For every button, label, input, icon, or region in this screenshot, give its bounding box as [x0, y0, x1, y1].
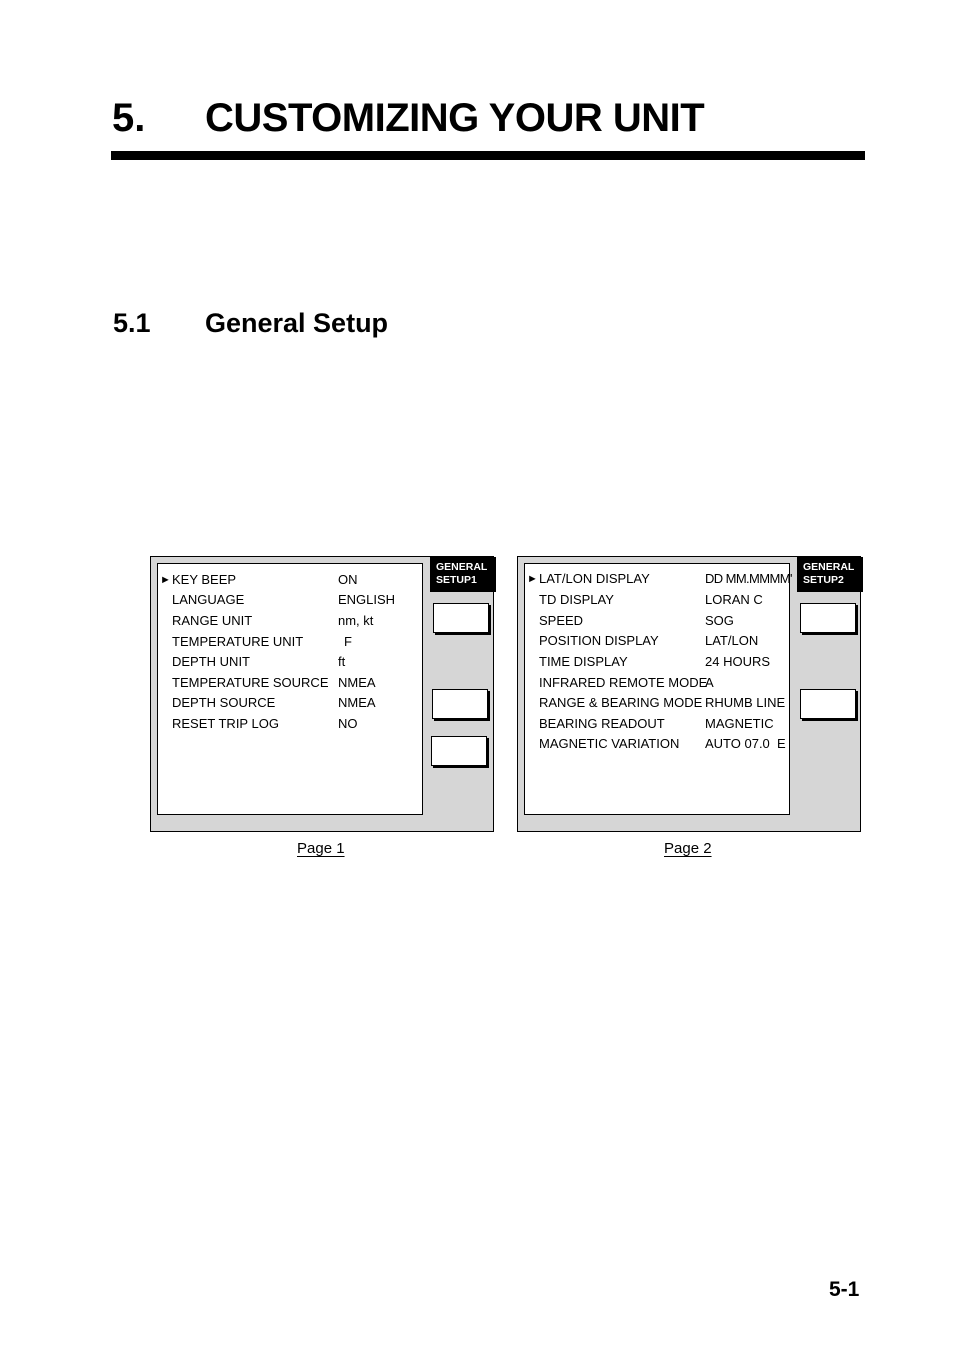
- menu-row-value: F: [344, 634, 352, 649]
- menu-screen: [524, 563, 790, 815]
- menu-row-value: 24 HOURS: [705, 654, 771, 669]
- menu-row-value: A: [705, 675, 714, 690]
- menu-row[interactable]: [158, 590, 422, 610]
- menu-row-label: TEMPERATURE UNIT: [172, 634, 304, 649]
- menu-row-value: NMEA: [338, 695, 376, 710]
- menu-row[interactable]: [525, 714, 789, 734]
- chapter-title: CUSTOMIZING YOUR UNIT: [205, 96, 705, 140]
- chapter-rule: [111, 151, 865, 160]
- menu-row-value: ON: [338, 572, 358, 587]
- menu-row-value: DD MM.MMMM': [705, 571, 792, 586]
- menu-row-label: TIME DISPLAY: [539, 654, 628, 669]
- tab-label-line1: GENERAL: [803, 561, 855, 573]
- menu-row-label: TEMPERATURE SOURCE: [172, 675, 329, 690]
- menu-row-value: NO: [338, 716, 358, 731]
- softkey-button[interactable]: [800, 603, 856, 633]
- menu-row-label: BEARING READOUT: [539, 716, 665, 731]
- menu-row-value: MAGNETIC: [705, 716, 774, 731]
- menu-row[interactable]: [158, 693, 422, 713]
- menu-row-label: LANGUAGE: [172, 592, 245, 607]
- menu-row[interactable]: [525, 569, 792, 589]
- menu-row[interactable]: [525, 693, 789, 713]
- softkey-button[interactable]: [433, 603, 489, 633]
- menu-row-value: RHUMB LINE: [705, 695, 786, 710]
- menu-row-label: DEPTH SOURCE: [172, 695, 276, 710]
- menu-screen: [157, 563, 423, 815]
- menu-row-label: LAT/LON DISPLAY: [539, 571, 650, 586]
- menu-row[interactable]: [158, 673, 422, 693]
- section-number: 5.1: [113, 308, 151, 338]
- page-number: 5-1: [829, 1278, 860, 1301]
- tab-label-line2: SETUP2: [803, 574, 844, 586]
- menu-row-label: RANGE UNIT: [172, 613, 253, 628]
- menu-row-label: MAGNETIC VARIATION: [539, 736, 680, 751]
- softkey-button[interactable]: [800, 689, 856, 719]
- menu-row[interactable]: [525, 673, 789, 693]
- menu-row-label: SPEED: [539, 613, 584, 628]
- menu-row[interactable]: [158, 611, 422, 631]
- tab-general-setup1: [430, 557, 496, 592]
- menu-row[interactable]: [525, 734, 789, 754]
- general-setup-page2-screen: [517, 556, 861, 832]
- menu-row-value: AUTO 07.0 E: [705, 736, 786, 751]
- menu-row[interactable]: [525, 652, 789, 672]
- menu-row[interactable]: [525, 590, 789, 610]
- menu-row-label: RANGE & BEARING MODE: [539, 695, 703, 710]
- general-setup-page1-screen: [150, 556, 494, 832]
- softkey-button[interactable]: [432, 689, 488, 719]
- menu-row[interactable]: [158, 570, 422, 590]
- cursor-arrow-icon: ►: [527, 573, 538, 585]
- softkey-button[interactable]: [431, 736, 487, 766]
- cursor-arrow-icon: ►: [160, 574, 171, 586]
- menu-row-label: RESET TRIP LOG: [172, 716, 279, 731]
- menu-row-value: SOG: [705, 613, 734, 628]
- menu-row-value: NMEA: [338, 675, 376, 690]
- menu-row[interactable]: [158, 714, 422, 734]
- menu-row-value: nm, kt: [338, 613, 374, 628]
- menu-row-label: TD DISPLAY: [539, 592, 614, 607]
- chapter-number: 5.: [112, 96, 146, 140]
- menu-row-value: LORAN C: [705, 592, 763, 607]
- tab-label-line1: GENERAL: [436, 561, 488, 573]
- figure-caption: Page 1: [297, 840, 345, 857]
- figure-caption: Page 2: [664, 840, 712, 857]
- menu-row[interactable]: [158, 652, 422, 672]
- menu-row-value: ft: [338, 654, 346, 669]
- menu-row[interactable]: [158, 632, 422, 652]
- tab-general-setup2: [797, 557, 863, 592]
- menu-row-label: DEPTH UNIT: [172, 654, 250, 669]
- menu-row-value: LAT/LON: [705, 633, 759, 648]
- menu-row-label: INFRARED REMOTE MODE: [539, 675, 708, 690]
- tab-label-line2: SETUP1: [436, 574, 477, 586]
- menu-row-label: KEY BEEP: [172, 572, 237, 587]
- menu-row[interactable]: [525, 611, 789, 631]
- menu-row-value: ENGLISH: [338, 592, 396, 607]
- menu-row[interactable]: [525, 631, 789, 651]
- section-title: General Setup: [205, 308, 389, 338]
- menu-row-label: POSITION DISPLAY: [539, 633, 659, 648]
